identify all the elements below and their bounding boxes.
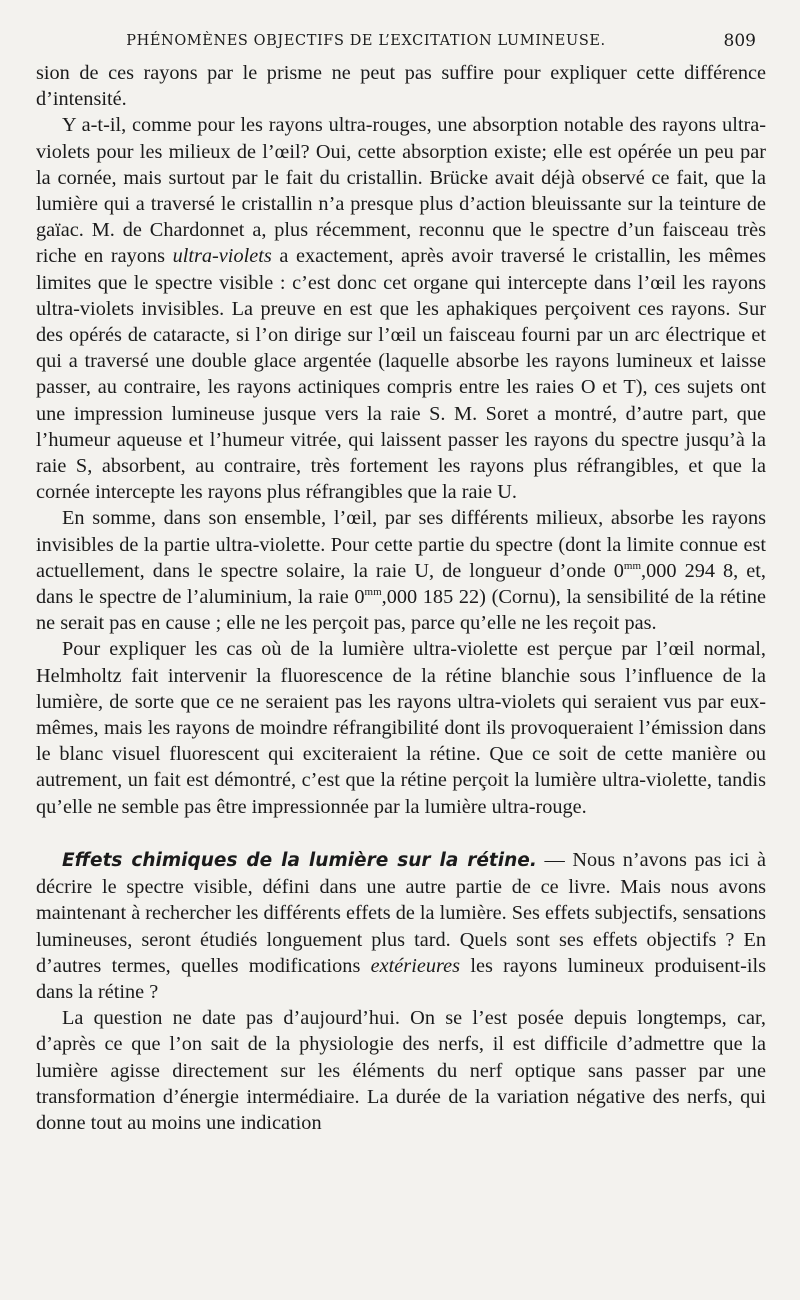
running-title: PHÉNOMÈNES OBJECTIFS DE L’EXCITATION LUMINEUSE. — [126, 33, 606, 49]
paragraph-text: ,000 185 22) (Cornu), la sensibilité de la rétine ne serait pas en cause ; elle ne les perçoit pas, parce qu’elle ne les reçoit pas. — [36, 586, 766, 635]
paragraph-text: En somme, dans son ensemble, l’œil, par ses différents milieux, absorbe les rayons invisibles de la partie ultra-violette. Pour cette partie du spectre (dont la limite connue est actuellement, dans le spectre solaire, la raie U, de longueur d’onde 0 — [36, 507, 766, 582]
section-paragraph — [36, 847, 766, 1005]
section-heading: Effets chimiques de la lumière sur la rétine. — [62, 849, 537, 871]
paragraph-text: La question ne date pas d’aujourd’hui. On se l’est posée depuis longtemps, car, d’après ce que l’on sait de la physiologie des nerfs, il est difficile d’admettre que la lumière agisse directement sur les éléments du nerf optique sans passer par une transformation d’énergie intermédiaire. La durée de la variation négative des nerfs, qui donne tout au moins une indication — [36, 1007, 766, 1134]
unit-superscript: mm — [623, 559, 642, 572]
paragraph-helmholtz — [36, 636, 766, 819]
paragraph-continued — [36, 60, 766, 112]
paragraph-text: sion de ces rayons par le prisme ne peut pas suffire pour expliquer cette différence d’intensité. — [36, 62, 766, 111]
paragraph-ultraviolet-absorption — [36, 112, 766, 505]
paragraph-text: Y a-t-il, comme pour les rayons ultra-rouges, une absorption notable des rayons ultra-violets pour les milieux de l’œil? Oui, cette absorption existe; elle est opérée un peu par la cornée, mais surtout par le fait du cristallin. Brücke avait déjà observé ce fait, que la lumière qui a traversé le cristallin n’a presque plus d’action bleuissante sur la teinture de gaïac. M. de Chardonnet a, plus récemment, reconnu que le spectre d’un faisceau très riche en rayons — [36, 114, 766, 268]
italic-term: extérieures — [370, 954, 461, 977]
running-head — [36, 28, 756, 54]
paragraph-text: ,000 294 8, et, dans le spectre de l’aluminium, la raie 0 — [36, 559, 766, 609]
paragraph-text: a exactement, après avoir traversé le cristallin, les mêmes limites que le spectre visible : c’est donc cet organe qui intercepte dans l’œil les rayons ultra-violets invisibles. La preuve en est que les aphakiques perçoivent ces rayons. Sur des opérés de cataracte, si l’on dirige sur l’œil un faisceau fourni par un arc électrique et qui a traversé une double glace argentée (laquelle absorbe les rayons lumineux et laisse passer, au contraire, les rayons actiniques compris entre les raies O et T), ces sujets ont une impression lumineuse jusque vers la raie S. M. Soret a montré, d’autre part, que l’humeur aqueuse et l’humeur vitrée, qui laissent passer les rayons du spectre jusqu’à la raie S, absorbent, au contraire, très fortement les rayons plus réfrangibles, et que la cornée intercepte les rayons plus réfrangibles que la raie U. — [36, 245, 767, 504]
body-text — [36, 60, 766, 1136]
paragraph-text: — Nous n’avons pas ici à décrire le spectre visible, défini dans une autre partie de ce livre. Mais nous avons maintenant à rechercher les différents effets de la lumière. Ses effets subjectifs, sensations lumineuses, seront étudiés longuement plus tard. Quels sont ses effets objectifs ? En d’autres termes, quelles modifications — [36, 848, 766, 977]
paragraph-summary — [36, 505, 766, 636]
paragraph-question — [36, 1005, 766, 1136]
paragraph-text: Pour expliquer les cas où de la lumière ultra-violette est perçue par l’œil normal, Helmholtz fait intervenir la fluorescence de la rétine blanchie sous l’influence de la lumière, de sorte que ce ne seraient pas les rayons ultra-violets qui seraient vus par eux-mêmes, mais les rayons de moindre réfrangibilité dont ils provoqueraient l’émission dans le blanc visuel fluorescent qui exciteraient la rétine. Que ce soit de cette manière ou autrement, un fait est démontré, c’est que la rétine perçoit la lumière ultra-violette, tandis qu’elle ne semble pas être impressionnée par la lumière ultra-rouge. — [36, 638, 766, 818]
unit-superscript: mm — [364, 586, 382, 599]
italic-term: ultra-violets — [172, 245, 272, 268]
page-number: 809 — [723, 31, 756, 51]
paragraph-text: les rayons lumineux produisent-ils dans la rétine ? — [36, 954, 766, 1003]
